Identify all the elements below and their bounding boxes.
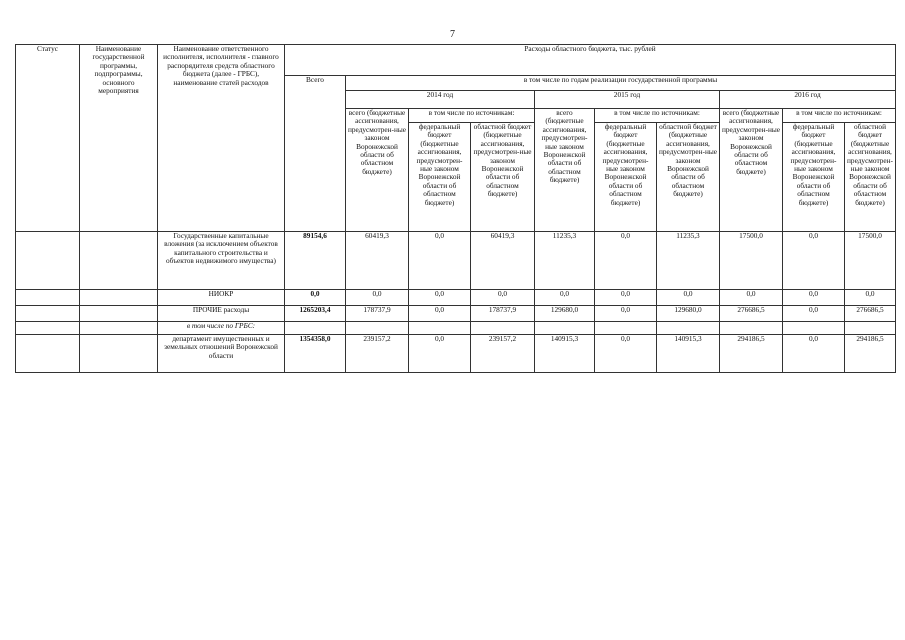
- cell-2016-federal: 0,0: [783, 232, 845, 290]
- cell-2014-federal: 0,0: [409, 335, 471, 373]
- header-2016-all: всего (бюджетные ассигнования, предусмотрен-ные законом Воронежской области об областном бюджете): [720, 109, 783, 232]
- header-2014-federal: федеральный бюджет (бюджетные ассигнования, предусмотрен-ные законом Воронежской области об областном бюджете): [409, 123, 471, 232]
- cell-status: [16, 306, 80, 322]
- cell-2014-all: [346, 322, 409, 335]
- cell-2014-all: 0,0: [346, 290, 409, 306]
- cell-2016-all: 17500,0: [720, 232, 783, 290]
- header-total: Всего: [285, 76, 346, 232]
- cell-2015-regional: 0,0: [657, 290, 720, 306]
- cell-2016-regional: 294186,5: [845, 335, 896, 373]
- cell-2015-all: 129680,0: [535, 306, 595, 322]
- header-2014-all: всего (бюджетные ассигнования, предусмотрен-ные законом Воронежской области об областном бюджете): [346, 109, 409, 232]
- table-row: [16, 322, 896, 335]
- cell-2015-federal: 0,0: [595, 232, 657, 290]
- row-label-other: ПРОЧИЕ расходы: [158, 306, 285, 322]
- cell-2014-regional: 60419,3: [471, 232, 535, 290]
- cell-2015-federal: 0,0: [595, 335, 657, 373]
- header-2015-by-sources: в том числе по источникам:: [595, 109, 720, 123]
- cell-program-name: [80, 322, 158, 335]
- table-row: [16, 306, 896, 322]
- cell-2016-all: 294186,5: [720, 335, 783, 373]
- page-number: 7: [450, 29, 455, 40]
- cell-2014-all: 178737,9: [346, 306, 409, 322]
- cell-2014-federal: 0,0: [409, 232, 471, 290]
- header-2015-federal: федеральный бюджет (бюджетные ассигнования, предусмотрен-ные законом Воронежской области об областном бюджете): [595, 123, 657, 232]
- cell-2014-federal: [409, 322, 471, 335]
- cell-total: 89154,6: [285, 232, 346, 290]
- cell-total: 0,0: [285, 290, 346, 306]
- cell-2015-regional: 11235,3: [657, 232, 720, 290]
- budget-table: [15, 44, 896, 373]
- row-label-department: департамент имущественных и земельных отношений Воронежской области: [158, 335, 285, 373]
- row-label-capital: Государственные капитальные вложения (за исключением объектов капитального строительства и объектов недвижимого имущества): [158, 232, 285, 290]
- cell-2014-regional: [471, 322, 535, 335]
- header-2015-regional: областной бюджет (бюджетные ассигнования, предусмотрен-ные законом Воронежской области об областном бюджете): [657, 123, 720, 232]
- cell-2016-federal: 0,0: [783, 335, 845, 373]
- cell-2016-all: 276686,5: [720, 306, 783, 322]
- cell-2016-federal: 0,0: [783, 306, 845, 322]
- header-2014-by-sources: в том числе по источникам:: [409, 109, 535, 123]
- cell-total: 1354358,0: [285, 335, 346, 373]
- cell-program-name: [80, 232, 158, 290]
- row-label-niokr: НИОКР: [158, 290, 285, 306]
- cell-status: [16, 335, 80, 373]
- header-2016-federal: федеральный бюджет (бюджетные ассигнования, предусмотрен-ные законом Воронежской области об областном бюджете): [783, 123, 845, 232]
- header-2016-regional: областной бюджет (бюджетные ассигнования, предусмотрен-ные законом Воронежской области об областном бюджете): [845, 123, 896, 232]
- cell-2014-regional: 0,0: [471, 290, 535, 306]
- header-2015-all: всего (бюджетные ассигнования, предусмотрен-ные законом Воронежской области об областном бюджете): [535, 109, 595, 232]
- table-row: [16, 290, 896, 306]
- table-row: [16, 335, 896, 373]
- cell-2015-all: 0,0: [535, 290, 595, 306]
- cell-2015-federal: [595, 322, 657, 335]
- header-status: Статус: [16, 45, 80, 232]
- header-program-name: Наименование государственной программы, подпрограммы, основного мероприятия: [80, 45, 158, 232]
- header-2016-by-sources: в том числе по источникам:: [783, 109, 896, 123]
- cell-2015-regional: 129680,0: [657, 306, 720, 322]
- cell-2015-federal: 0,0: [595, 306, 657, 322]
- header-year-2014: 2014 год: [346, 91, 535, 109]
- table-row: [16, 232, 896, 290]
- cell-2015-federal: 0,0: [595, 290, 657, 306]
- cell-2014-federal: 0,0: [409, 290, 471, 306]
- cell-2016-all: [720, 322, 783, 335]
- cell-program-name: [80, 290, 158, 306]
- cell-2014-regional: 178737,9: [471, 306, 535, 322]
- cell-total: 1265203,4: [285, 306, 346, 322]
- cell-2016-regional: 276686,5: [845, 306, 896, 322]
- header-year-2016: 2016 год: [720, 91, 896, 109]
- cell-status: [16, 290, 80, 306]
- header-executor: Наименование ответственного исполнителя, исполнителя - главного распорядителя средств областного бюджета (далее - ГРБС), наименование статей расходов: [158, 45, 285, 232]
- cell-program-name: [80, 306, 158, 322]
- cell-2015-all: 11235,3: [535, 232, 595, 290]
- cell-2016-federal: [783, 322, 845, 335]
- row-label-grbs: в том числе по ГРБС:: [158, 322, 285, 335]
- header-by-years: в том числе по годам реализации государственной программы: [346, 76, 896, 91]
- cell-2015-all: 140915,3: [535, 335, 595, 373]
- cell-2015-regional: 140915,3: [657, 335, 720, 373]
- cell-2015-all: [535, 322, 595, 335]
- cell-2014-all: 60419,3: [346, 232, 409, 290]
- cell-total: [285, 322, 346, 335]
- cell-2015-regional: [657, 322, 720, 335]
- cell-status: [16, 322, 80, 335]
- header-year-2015: 2015 год: [535, 91, 720, 109]
- cell-2016-regional: [845, 322, 896, 335]
- cell-2014-all: 239157,2: [346, 335, 409, 373]
- cell-2016-federal: 0,0: [783, 290, 845, 306]
- cell-program-name: [80, 335, 158, 373]
- cell-2016-all: 0,0: [720, 290, 783, 306]
- cell-2016-regional: 0,0: [845, 290, 896, 306]
- cell-2014-federal: 0,0: [409, 306, 471, 322]
- cell-status: [16, 232, 80, 290]
- header-expenses: Расходы областного бюджета, тыс. рублей: [285, 45, 896, 76]
- cell-2014-regional: 239157,2: [471, 335, 535, 373]
- cell-2016-regional: 17500,0: [845, 232, 896, 290]
- header-2014-regional: областной бюджет (бюджетные ассигнования, предусмотрен-ные законом Воронежской области об областном бюджете): [471, 123, 535, 232]
